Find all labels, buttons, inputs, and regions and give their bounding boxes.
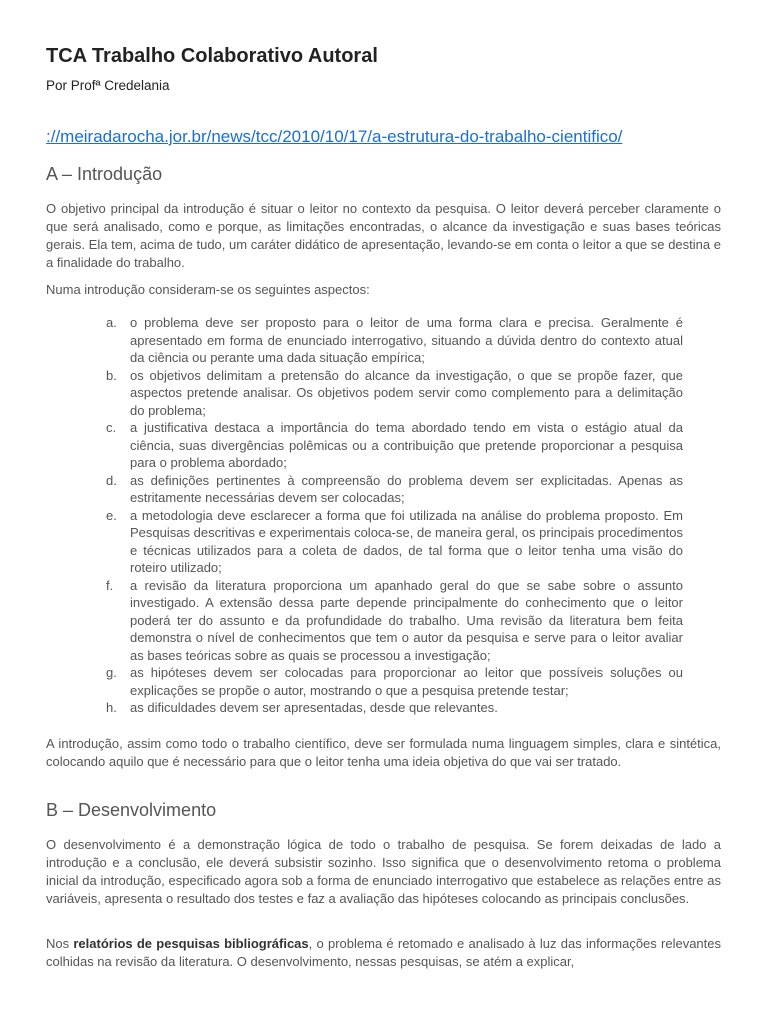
list-item xyxy=(92,419,683,472)
list-item-text: as definições pertinentes à compreensão do problema devem ser explicitadas. Apenas as estritamente necessárias devem ser colocadas; xyxy=(130,472,683,505)
list-item-text: a justificativa destaca a importância do tema abordado tendo em vista o estágio atual da ciência, suas divergências polêmicas ou a contribuição que pretende proporcionar a pesquisa para o problema abordado; xyxy=(130,420,683,470)
list-item-text: a metodologia deve esclarecer a forma que foi utilizada na análise do problema proposto. Em Pesquisas descritivas e experimentais coloca-se, de maneira geral, os principais procedimentos e técnicas utilizados para a coleta de dados, de tal forma que o leitor tenha uma visão do roteiro utilizado; xyxy=(130,507,683,575)
list-item-text: a revisão da literatura proporciona um apanhado geral do que se sabe sobre o assunto investigado. A extensão dessa parte depende principalmente do conhecimento que o leitor poderá ter do assunto e da profundidade do trabalho. Uma revisão da literatura bem feita demonstra o nível de conhecimentos que tem o autor da pesquisa e serve para o leitor avaliar as bases teóricas sobre as quais se processou a investigação; xyxy=(130,577,683,663)
list-item xyxy=(92,472,683,507)
list-marker: h. xyxy=(106,700,117,715)
paragraph-text: , o problema é retomado e analisado à luz das informações relevantes colhidas na revisão da literatura. O desenvolvimento, nessas pesquisas, se atém a explicar, xyxy=(46,936,722,969)
intro-paragraph-1: O objetivo principal da introdução é situar o leitor no contexto da pesquisa. O leitor deverá perceber claramente o que será analisado, como e porque, as limitações encontradas, o alcance da investigação e suas bases teóricas gerais. Ela tem, acima de tudo, um caráter didático de apresentação, levando-se em conta o leitor a que se destina e a finalidade do trabalho. xyxy=(46,201,721,270)
list-item-text: as hipóteses devem ser colocadas para proporcionar ao leitor que possíveis soluções ou explicações se propõe o autor, mostrando o que a pesquisa pretende testar; xyxy=(130,665,683,698)
list-marker: e. xyxy=(106,507,117,523)
list-item xyxy=(92,664,683,699)
list-marker: b. xyxy=(106,367,117,383)
section-heading-introducao: A – Introdução xyxy=(46,164,163,184)
document-title: TCA Trabalho Colaborativo Autoral xyxy=(46,45,378,67)
intro-paragraph-2: Numa introdução consideram-se os seguintes aspectos: xyxy=(46,282,370,297)
list-item xyxy=(92,699,683,717)
list-item xyxy=(92,367,683,420)
list-item-text: o problema deve ser proposto para o leitor de uma forma clara e precisa. Geralmente é apresentado em forma de enunciado interrogativo, situando a dúvida dentro do contexto atual da ciência ou perante uma dada situação empírica; xyxy=(130,315,683,365)
list-item xyxy=(92,577,683,665)
list-marker: g. xyxy=(106,665,117,680)
list-marker: c. xyxy=(106,420,117,435)
list-item xyxy=(92,314,683,367)
list-marker: d. xyxy=(106,472,117,488)
aspects-list xyxy=(92,314,683,717)
paragraph-text: Nos xyxy=(46,936,74,951)
list-marker: f. xyxy=(106,577,114,593)
intro-paragraph-3: A introdução, assim como todo o trabalho científico, deve ser formulada numa linguagem simples, clara e sintética, colocando aquilo que é necessário para que o leitor tenha uma ideia objetiva do que vai ser tratado. xyxy=(46,736,721,769)
list-item-text: os objetivos delimitam a pretensão do alcance da investigação, o que se propõe fazer, que aspectos pretende analisar. Os objetivos podem servir como complemento para a delimitação do problema; xyxy=(130,367,683,418)
document-author: Por Profª Credelania xyxy=(46,78,170,93)
list-marker: a. xyxy=(106,315,117,330)
development-paragraph-2 xyxy=(46,935,721,971)
list-item xyxy=(92,507,683,577)
source-link[interactable]: ://meiradarocha.jor.br/news/tcc/2010/10/17/a-estrutura-do-trabalho-cientifico/ xyxy=(46,127,623,146)
development-paragraph-1: O desenvolvimento é a demonstração lógica de todo o trabalho de pesquisa. Se forem deixadas de lado a introdução e a conclusão, ele deverá subsistir sozinho. Isso significa que o desenvolvimento retoma o problema inicial da introdução, especificado agora sob a forma de enunciado interrogativo que estabelece as relações entre as variáveis, apresenta o resultado dos testes e faz a avaliação das hipóteses colocando as principais conclusões. xyxy=(46,837,721,906)
bold-term: relatórios de pesquisas bibliográficas xyxy=(73,936,309,951)
section-heading-desenvolvimento: B – Desenvolvimento xyxy=(46,800,217,820)
list-item-text: as dificuldades devem ser apresentadas, desde que relevantes. xyxy=(130,700,498,715)
